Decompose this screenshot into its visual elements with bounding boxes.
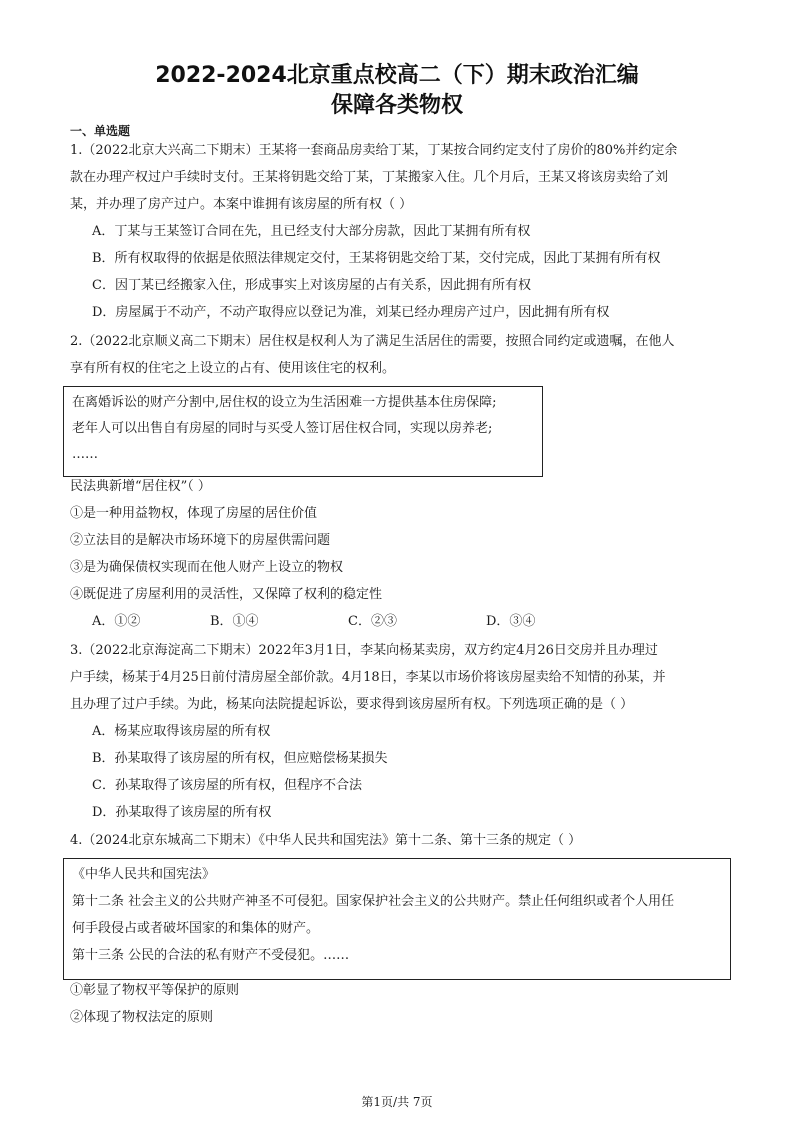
material-line: 第十三条 公民的合法的私有财产不受侵犯。…… [72, 948, 350, 963]
question-3-option-a: A．杨某应取得该房屋的所有权 [92, 724, 271, 739]
choice-b: B．①④ [210, 614, 259, 629]
question-3-option-b: B．孙某取得了该房屋的所有权，但应赔偿杨某损失 [92, 751, 388, 766]
question-1-option-c: C．因丁某已经搬家入住，形成事实上对该房屋的占有关系，因此拥有所有权 [92, 278, 531, 293]
question-2-stem: 民法典新增“居住权”（ ） [70, 479, 211, 494]
document-title: 2022-2024北京重点校高二（下）期末政治汇编 [155, 63, 639, 88]
question-1-option-d: D．房屋属于不动产，不动产取得应以登记为准，刘某已经办理房产过户，因此拥有所有权 [92, 305, 610, 320]
material-line: 老年人可以出售自有房屋的同时与买受人签订居住权合同，实现以房养老; [72, 421, 493, 436]
question-1-line: 某，并办理了房产过户。本案中谁拥有该房屋的所有权（ ） [70, 197, 413, 212]
question-1-line: 1.（2022北京大兴高二下期末）王某将一套商品房卖给丁某，丁某按合同约定支付了房价的80%并约定余 [70, 143, 678, 158]
statement-2: ②立法目的是解决市场环境下的房屋供需问题 [70, 533, 331, 548]
statement-4: ④既促进了房屋利用的灵活性，又保障了权利的稳定性 [70, 587, 383, 602]
question-1-option-b: B．所有权取得的依据是依照法律规定交付，王某将钥匙交给丁某，交付完成，因此丁某拥有所有权 [92, 251, 661, 266]
question-3-option-c: C．孙某取得了该房屋的所有权，但程序不合法 [92, 778, 362, 793]
question-3-line: 且办理了过户手续。为此，杨某向法院提起诉讼，要求得到该房屋所有权。下列选项正确的是（ ） [70, 697, 634, 712]
statement-2: ②体现了物权法定的原则 [70, 1010, 214, 1025]
statement-3: ③是为确保债权实现而在他人财产上设立的物权 [70, 560, 344, 575]
question-4-stem: 4.（2024北京东城高二下期末）《中华人民共和国宪法》第十二条、第十三条的规定（ ） [70, 833, 582, 848]
question-2-line: 2.（2022北京顺义高二下期末）居住权是权利人为了满足生活居住的需要，按照合同约定或遗嘱，在他人 [70, 334, 675, 349]
question-1-line: 款在办理产权过户手续时支付。王某将钥匙交给丁某，丁某搬家入住。几个月后，王某又将该房卖给了刘 [70, 170, 669, 185]
question-2-line: 享有所有权的住宅之上设立的占有、使用该住宅的权利。 [70, 361, 396, 376]
document-subtitle: 保障各类物权 [330, 93, 463, 118]
statement-1: ①彰显了物权平等保护的原则 [70, 983, 240, 998]
choice-d: D．③④ [486, 614, 536, 629]
choice-c: C．②③ [348, 614, 397, 629]
material-line: 在离婚诉讼的财产分割中,居住权的设立为生活困难一方提供基本住房保障; [72, 395, 497, 410]
material-line: 第十二条 社会主义的公共财产神圣不可侵犯。国家保护社会主义的公共财产。禁止任何组织或者个人用任 [72, 894, 675, 909]
material-line: 何手段侵占或者破坏国家的和集体的财产。 [72, 921, 320, 936]
question-3-line: 3.（2022北京海淀高二下期末）2022年3月1日，李某向杨某卖房，双方约定4月26日交房并且办理过 [70, 643, 658, 658]
material-line: 《中华人民共和国宪法》 [72, 867, 216, 882]
question-3-option-d: D．孙某取得了该房屋的所有权 [92, 805, 272, 820]
choice-a: A．①② [92, 614, 141, 629]
page-number: 第1页/共 7页 [361, 1095, 433, 1109]
section-heading: 一、单选题 [70, 124, 131, 138]
statement-1: ①是一种用益物权，体现了房屋的居住价值 [70, 506, 318, 521]
question-1-option-a: A．丁某与王某签订合同在先，且已经支付大部分房款，因此丁某拥有所有权 [92, 224, 531, 239]
question-3-line: 户手续，杨某于4月25日前付清房屋全部价款。4月18日，李某以市场价将该房屋卖给不知情的孙某，并 [70, 670, 666, 685]
material-line: …… [72, 447, 98, 462]
